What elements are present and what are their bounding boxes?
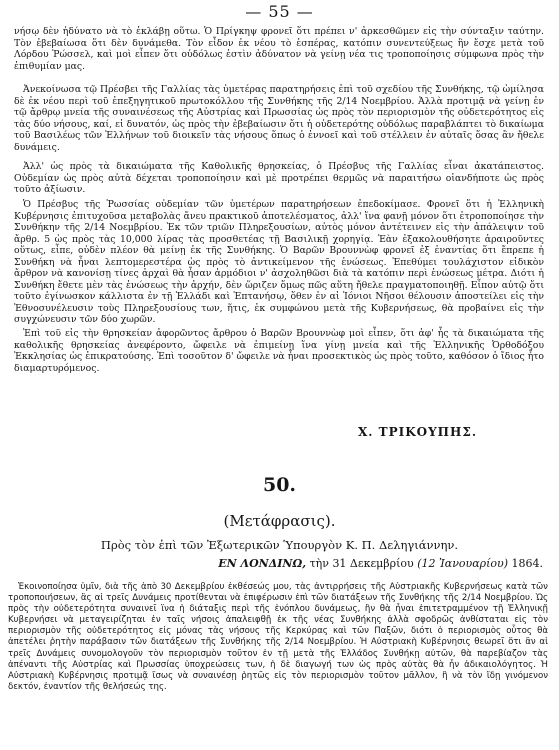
paragraph-3: Ἀλλ' ὡς πρὸς τὰ δικαιώματα τῆς Καθολικῆς θρησκείας, ὁ Πρέσβυς τῆς Γαλλίας εἶναι ἀκατάπειστος. Οὐδεμίαν ὡς πρὸς αὐτὰ δέχεται τροποποίησιν καὶ μὲ προτρέπει θερμῶς νὰ παραιτήσω οἱανδήποτε ὡς πρὸς τοῦτο ἀξίωσιν. xyxy=(14,161,544,196)
paragraph-5: Ἐπὶ τοῦ εἰς τὴν θρησκείαν ἀφορῶντος ἄρθρου ὁ Βαρῶν Βρουννὼφ μοὶ εἶπεν, ὅτι ἀφ' ἧς τὰ δικαιώματα τῆς καθολικῆς θρησκείας ἀνεφέροντο, ὤφειλε νὰ ἐπιμείνῃ ἵνα γίνῃ μνεία καὶ τῆς Ἑλληνικῆς Ὀρθοδόξου Ἐκκλησίας ὡς ἐπικρατούσης. Ἐπὶ τοσοῦτον δ' ὤφειλε νὰ ἦναι προσεκτικὸς ὡς πρὸς τοῦτο, καθόσον ὁ ἴδιος ἦτο διαμαρτυρόμενος. xyxy=(14,328,544,374)
paragraph-4: Ὁ Πρέσβυς τῆς Ῥωσσίας οὐδεμίαν τῶν ὑμετέρων παρατηρήσεων ἐπεδοκίμασε. Φρονεῖ ὅτι ἡ Ἑλληνικὴ Κυβέρνησις ἐπιτυχοῦσα μεταβολὰς ἄνευ πρακτικοῦ ἀποτελέσματος, ἀλλ' ἵνα φανῇ μόνον ὅτι ἐτροποποίησε τὴν Συνθήκην τῆς 2/14 Νοεμβρίου. Ἐκ τῶν τριῶν Πληρεξουσίων, αὐτὸς μόνον ἀντέτεινεν εἰς τὴν ἀπάλειψιν τοῦ ἄρθρ. 5 ὡς πρὸς τὰς 10,000 λίρας τὰς προσθετέας τῇ Βασιλικῇ χορηγίᾳ. Ἐὰν ἐξακολουθήσητε ἀραιροῦντες οὕτως, εἶπε, οὐδὲν πλέον θὰ μείνῃ ἐκ τῆς Συνθήκης. Ὁ Βαρῶν Βρουννὼφ φρονεῖ ἐξ ἐναντίας ὅτι ἔπρεπε ἡ Συνθήκη νὰ ἦναι λεπτομερεστέρα ὡς πρὸς τὸ ἀντικείμενον τῆς ἑνώσεως. Ἐπεθύμει τουλάχιστον εἰδικὸν ἄρθρον νὰ κανονίσῃ τίνες ἀρχαὶ θὰ ἦσαν ἁρμόδιοι ν' ἀσχοληθῶσι διὰ τὰ κατόπιν περὶ ἑνώσεως μέτρα. Διότι ἡ Συνθήκη ἔθετε μὲν τὰς ἑνώσεως τὴν ἀρχήν, δὲν ὥριζεν ὅμως πῶς αὕτη ἤθελε πραγματοποιηθῇ. Εἶπον αὐτῷ ὅτι τοῦτο ἐγίνωσκον κάλλιστα ἐν τῇ Ἑλλάδι καὶ Ἑπτανήσῳ, ὅθεν ἐν αἱ Ἰόνιοι Νῆσοι θέλουσιν ἀποστείλει εἰς τὴν Ἐθνοσυνέλευσιν τοὺς Πληρεξουσίους των, ἥτις, ἐκ συμφώνου μετὰ τῆς Κυβερνήσεως, θὰ προβαίνει εἰς τὴν συγχώνευσιν τῶν δύο χωρῶν. xyxy=(14,199,544,326)
dateline-date-alt: (12 Ἰανουαρίου) xyxy=(417,557,508,570)
document-number: 50. xyxy=(262,474,297,496)
dateline-place: ΕΝ ΛΟΝΔΙΝΩ, xyxy=(218,557,307,570)
signature: Χ. ΤΡΙΚΟΥΠΗΣ. xyxy=(357,425,477,439)
dateline-date: τὴν 31 Δεκεμβρίου xyxy=(309,557,414,570)
paragraph-2: Ἀνεκοίνωσα τῷ Πρέσβει τῆς Γαλλίας τὰς ὑμετέρας παρατηρήσεις ἐπὶ τοῦ σχεδίου τῆς Συνθήκης, τῷ ὡμίλησα δὲ ἐκ νέου περὶ τοῦ ἐπεξηγητικοῦ πρωτοκόλλου τῆς Συνθήκης τῆς 2/14 Νοεμβρίου. Ἀλλὰ προτιμᾷ νὰ γείνῃ ἐν τῷ ἄρθρῳ μνεία τῆς συναινέσεως τῆς Αὐστρίας καὶ Πρωσσίας ὡς πρὸς τὸν περιορισμὸν τῆς οὐδετερότητος εἰς τὰς δύο νήσους, καί, εἰ δυνατόν, ὡς πρὸς τὴν ἐβεβαίωσιν ὅτι ἡ οὐδετερότης οὐδόλως παραβλάπτει τὸ δικαίωμα τοῦ Βασιλέως τῶν Ἑλλήνων τοῦ διοικεῖν τὰς νήσους ὅπως ὁ ἐννοεῖ καὶ τοῦ στέλλειν ἐν αὐταῖς ὅσας ἂν ἤθελε δυνάμεις. xyxy=(14,84,544,153)
page-number: — 55 — xyxy=(245,2,314,21)
paragraph-1: νήσῳ δὲν ἠδύνατο νὰ τὸ ἐκλάβῃ οὕτω. Ὁ Πρίγκηψ φρονεῖ ὅτι πρέπει ν' ἀρκεσθῶμεν εἰς τὴν σύνταξιν ταύτην. Τὸν ἐβεβαίωσα ὅτι δὲν δυνάμεθα. Τὸν εἶδον ἐκ νέου τὸ ἑσπέρας, κατόπιν συνεντεύξεως ἣν ἔσχε μετὰ τοῦ Λόρδου Ῥώσσελ, καὶ μοὶ εἶπεν ὅτι οὐδόλως ἐστὶν ἀδύνατον νὰ γείνῃ νέα τις τροποποίησις σύμφωνα πρὸς τὴν ἐπιθυμίαν μας. xyxy=(14,26,544,72)
dateline-year: 1864. xyxy=(511,557,543,570)
letter-body: Ἐκοινοποίησα ὑμῖν, διὰ τῆς ἀπὸ 30 Δεκεμβρίου ἐκθέσεώς μου, τὰς ἀντιρρήσεις τῆς Αὐστριακῆς Κυβερνήσεως κατὰ τῶν τροποποιήσεων, ἃς αἱ τρεῖς Δυνάμεις προτίθενται νὰ ἐπιφέρωσιν ἐπὶ τῶν διατάξεων τῆς Συνθήκης τῆς 2/14 Νοεμβρίου. Ὡς πρὸς τὴν οὐδετερότητα συναινεῖ ἵνα ἡ διάταξις περὶ τῆς ἑνόπλου δυνάμεως, ἣν θὰ ἦναι ἐπιτετραμμένον τῇ Ἑλληνικῇ Κυβερνήσει νὰ μεταγειρίζηται ἐν ταῖς νήσοις ἀπαλειφθῇ ἐκ τῆς νέας Συνθήκης ἀλλὰ σφοδρῶς ἀνθίσταται εἰς τὸν περιορισμὸν τῆς οὐδετερότητος εἰς μόνας τὰς νήσους τῆς Κερκύρας καὶ τῶν Παξῶν, διότι ὁ περιορισμὸς οὗτος θὰ ἀπετέλει ῥητὴν παράβασιν τῶν διατάξεων τῆς Συνθήκης τῆς 2/14 Νοεμβρίου. Ἡ Αὐστριακὴ Κυβέρνησις θεωρεῖ ὅτι ἂν αἱ τρεῖς Δυνάμεις συνομολογοῦν τὸν περιορισμὸν τοῦτον ἐν τῇ μετὰ τῆς Ἑλλάδος Συνθήκῃ αὐτῶν, θὰ παρεβίαζον τὰς ἀπέναντι τῆς Αὐστρίας καὶ Πρωσσίας ὑποχρεώσεις των, ἡ δὲ διαγωγή των ὡς πρὸς αὐτὰς θὰ ἦν ἀδικαιολόγητος. Ἡ Αὐστριακὴ Κυβέρνησις προτιμᾷ ἴσως νὰ συναινέσῃ ῥητῶς εἰς τὸν περιορισμὸν τοῦτον μᾶλλον, ἢ νὰ τὸν ἴδῃ γινόμενον δεκτόν, ἐναντίον τῆς θελήσεώς της. xyxy=(8,582,548,692)
addressee: Πρὸς τὸν ἐπὶ τῶν Ἐξωτερικῶν Ὑπουργὸν Κ. Π. Δεληγιάννην. xyxy=(100,538,459,552)
dateline xyxy=(218,557,543,570)
document-title: (Μετάφρασις). xyxy=(223,512,336,530)
